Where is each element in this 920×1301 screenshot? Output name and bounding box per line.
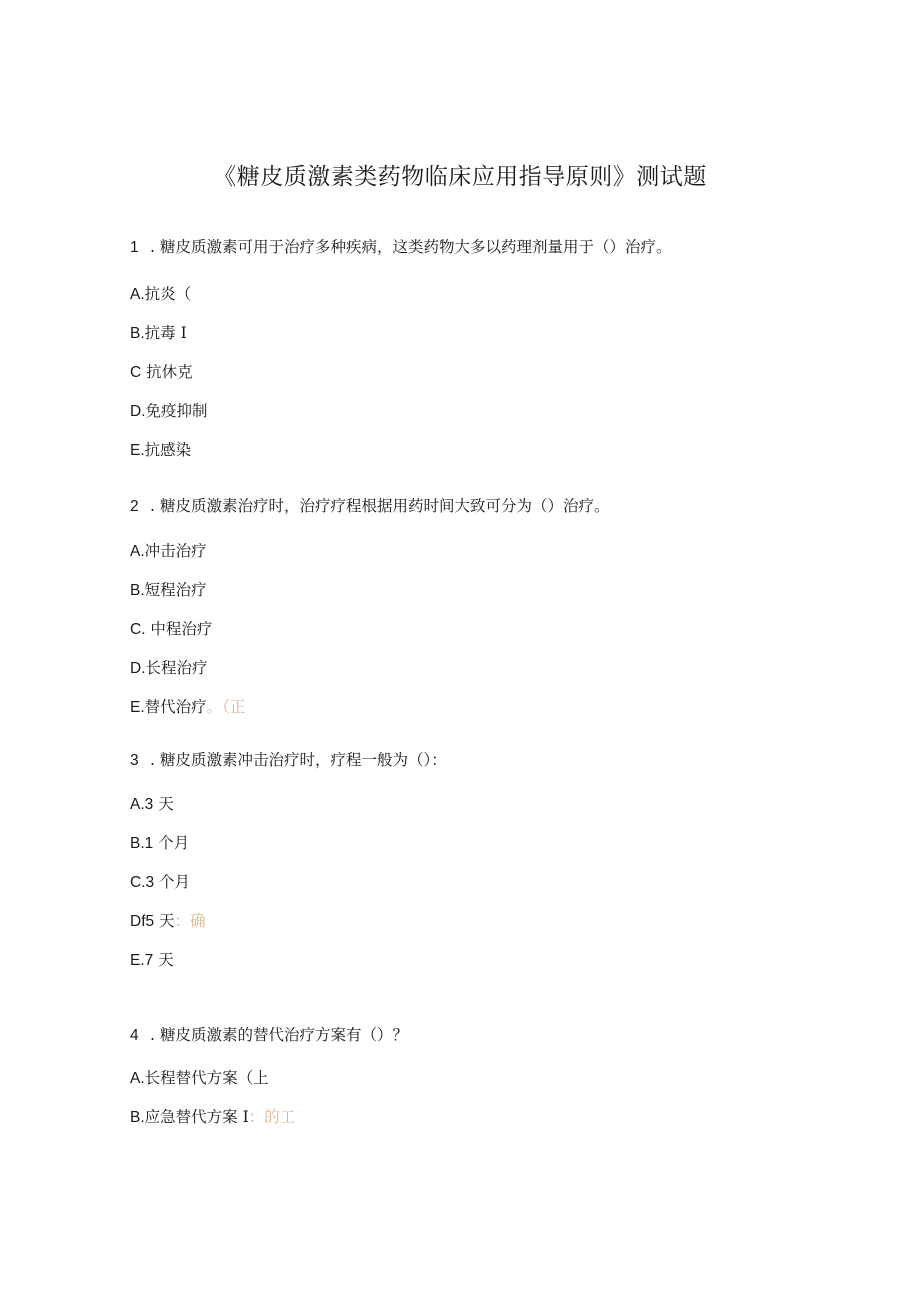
question-4 — [130, 1025, 408, 1046]
faint-annotation: ：的工 — [248, 1108, 296, 1126]
option-letter: D. — [130, 660, 146, 677]
option-text: 中程治疗 — [145, 620, 213, 638]
question-2-option-b — [130, 580, 207, 601]
question-3-option-c — [130, 872, 190, 893]
faint-annotation: 。（正 — [206, 698, 246, 716]
option-letter: A. — [130, 286, 145, 303]
question-2 — [130, 496, 610, 517]
option-text: 抗炎（ — [144, 285, 192, 303]
option-letter: E.7 — [130, 952, 154, 969]
option-text: 天 — [153, 795, 174, 813]
option-text: 短程治疗 — [144, 581, 207, 599]
question-dot: . — [150, 1026, 155, 1044]
option-text: 抗休克 — [141, 363, 193, 381]
option-letter: C. — [130, 621, 146, 638]
question-2-option-d — [130, 658, 208, 679]
question-dot: . — [150, 238, 155, 256]
option-letter: B. — [130, 1109, 145, 1126]
option-letter: Df5 — [130, 913, 155, 930]
option-text: 抗毒 I — [144, 324, 187, 342]
question-3-option-e — [130, 950, 174, 971]
option-letter: B. — [130, 325, 145, 342]
option-text: 个月 — [154, 873, 191, 891]
option-text: 天 — [153, 951, 174, 969]
option-text: 应急替代方案 I — [144, 1108, 249, 1126]
question-1-option-b — [130, 323, 187, 344]
option-letter: A. — [130, 543, 145, 560]
question-2-option-e — [130, 697, 245, 718]
question-dot: . — [150, 497, 155, 515]
question-number: 3 — [130, 752, 139, 769]
question-text: 糖皮质激素可用于治疗多种疾病，这类药物大多以药理剂量用于（）治疗。 — [160, 238, 672, 256]
option-text: 替代治疗 — [144, 698, 207, 716]
option-letter: C — [130, 364, 142, 381]
option-letter: B. — [130, 582, 145, 599]
question-text: 糖皮质激素的替代治疗方案有（）？ — [160, 1026, 409, 1044]
question-text: 糖皮质激素治疗时，治疗疗程根据用药时间大致可分为（）治疗。 — [160, 497, 610, 515]
option-text: 抗感染 — [144, 441, 192, 459]
option-text: 免疫抑制 — [145, 402, 208, 420]
question-3-option-d — [130, 911, 206, 932]
option-letter: E. — [130, 699, 145, 716]
option-letter: C.3 — [130, 874, 155, 891]
question-4-option-a — [130, 1068, 269, 1089]
question-1 — [130, 237, 672, 258]
question-text: 糖皮质激素冲击治疗时，疗程一般为（）： — [160, 751, 447, 769]
question-number: 2 — [130, 498, 139, 515]
question-dot: . — [150, 751, 155, 769]
option-letter: A.3 — [130, 796, 154, 813]
question-1-option-d — [130, 401, 208, 422]
faint-annotation: ：确 — [174, 912, 206, 930]
page-title: 《糖皮质激素类药物临床应用指导原则》测试题 — [213, 164, 707, 190]
option-letter: B.1 — [130, 835, 154, 852]
option-text: 天 — [154, 912, 175, 930]
option-letter: D. — [130, 403, 146, 420]
question-number: 4 — [130, 1027, 139, 1044]
question-2-option-c — [130, 619, 212, 640]
question-3-option-a — [130, 794, 174, 815]
question-3 — [130, 750, 447, 771]
option-text: 长程治疗 — [145, 659, 208, 677]
option-text: 冲击治疗 — [144, 542, 207, 560]
question-1-option-a — [130, 284, 191, 305]
question-1-option-c — [130, 362, 193, 383]
question-number: 1 — [130, 239, 139, 256]
option-text: 长程替代方案（上 — [144, 1069, 269, 1087]
option-text: 个月 — [153, 834, 190, 852]
option-letter: E. — [130, 442, 145, 459]
question-3-option-b — [130, 833, 189, 854]
question-1-option-e — [130, 440, 191, 461]
question-2-option-a — [130, 541, 207, 562]
question-4-option-b — [130, 1107, 295, 1128]
option-letter: A. — [130, 1070, 145, 1087]
